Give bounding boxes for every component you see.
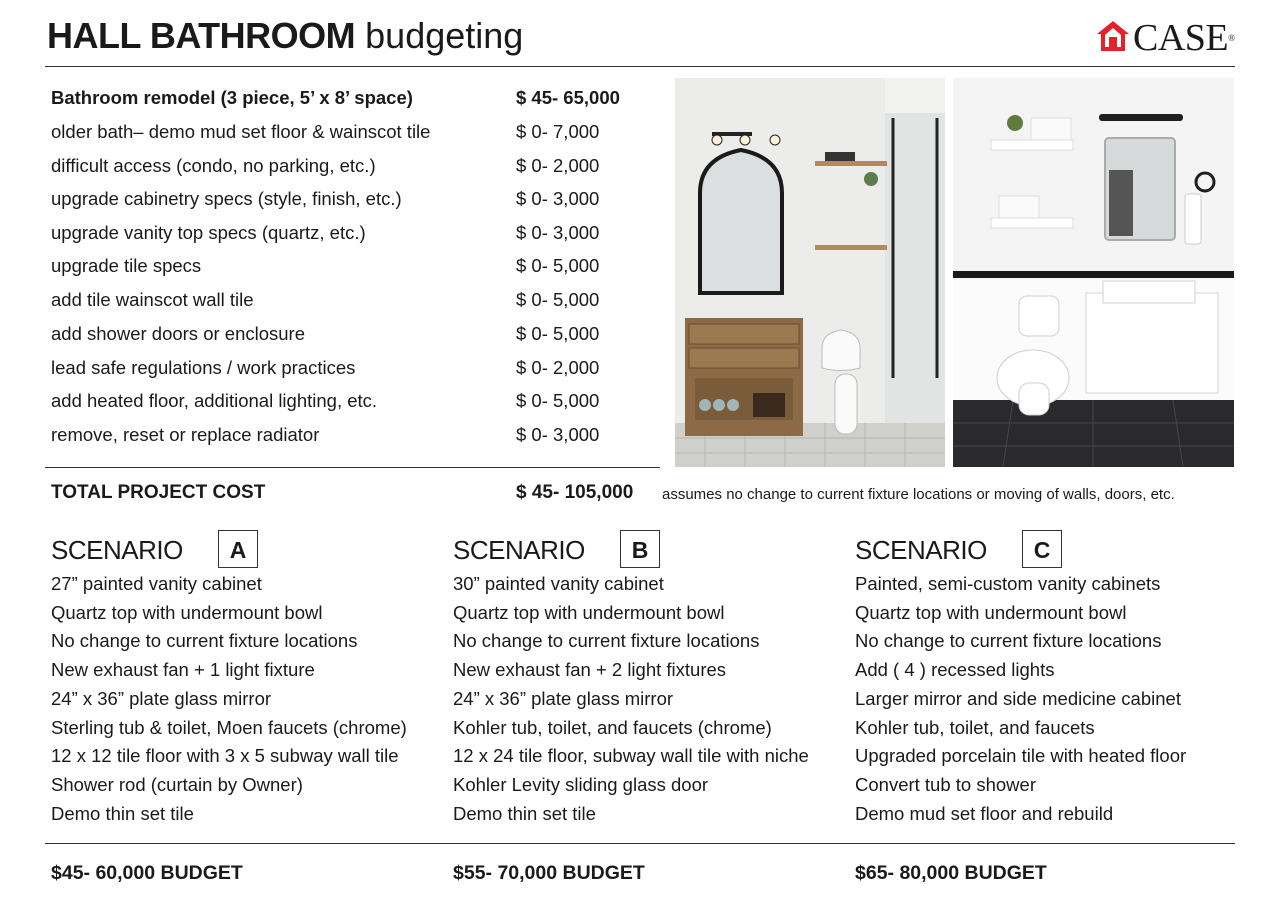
page-title — [47, 14, 523, 58]
budget-item-label: upgrade cabinetry specs (style, finish, etc.) — [51, 188, 402, 209]
scenario-a — [51, 530, 441, 828]
logo-wordmark — [1133, 18, 1234, 58]
scenario-label: SCENARIO — [453, 535, 585, 565]
list-item: 12 x 12 tile floor with 3 x 5 subway wall tile — [51, 745, 399, 767]
budget-row — [51, 283, 600, 317]
list-item: No change to current fixture locations — [453, 630, 760, 652]
budget-row — [51, 418, 600, 452]
list-item: Shower rod (curtain by Owner) — [51, 773, 303, 795]
scenario-header — [51, 530, 441, 570]
budget-item-amount: $ 0- 2,000 — [516, 155, 600, 176]
budget-row — [51, 182, 600, 216]
budget-item-amount: $ 0- 3,000 — [516, 222, 600, 243]
budget-item-amount: $ 0- 5,000 — [516, 289, 600, 310]
budget-row — [51, 384, 600, 418]
list-item: New exhaust fan + 1 light fixture — [51, 659, 315, 681]
budget-row — [51, 351, 600, 385]
list-item: Sterling tub & toilet, Moen faucets (chrome) — [51, 716, 407, 738]
scenario-label: SCENARIO — [51, 535, 183, 565]
table-divider — [45, 467, 660, 468]
total-amount: $ 45- 105,000 — [516, 482, 634, 503]
list-item: 27” painted vanity cabinet — [51, 573, 262, 594]
scenario-letter-box: A — [218, 530, 258, 568]
budget-item-label: add tile wainscot wall tile — [51, 289, 254, 310]
budget-item-amount: $ 0- 7,000 — [516, 121, 600, 142]
budget-item-amount: $ 45- 65,000 — [516, 87, 620, 108]
budget-row — [51, 249, 600, 283]
scenario-header — [855, 530, 1245, 570]
list-item: Demo mud set floor and rebuild — [855, 802, 1114, 824]
budget-row — [51, 115, 600, 149]
registered-mark: ® — [1228, 33, 1235, 43]
list-item: Demo thin set tile — [51, 802, 194, 824]
bathroom-photo-wood-vanity — [675, 78, 945, 467]
list-item: New exhaust fan + 2 light fixtures — [453, 659, 727, 681]
list-item: Larger mirror and side medicine cabinet — [855, 687, 1181, 709]
list-item: Convert tub to shower — [855, 773, 1036, 795]
budget-item-label: upgrade tile specs — [51, 255, 202, 276]
scenario-items — [453, 570, 843, 828]
scenario-b — [453, 530, 843, 828]
scenario-header — [453, 530, 843, 570]
scenario-letter-box: B — [620, 530, 660, 568]
list-item: Demo thin set tile — [453, 802, 596, 824]
budget-item-amount: $ 0- 5,000 — [516, 323, 600, 344]
scenario-letter-box: C — [1022, 530, 1062, 568]
list-item: Quartz top with undermount bowl — [855, 601, 1127, 623]
header-divider — [45, 66, 1235, 67]
total-note: assumes no change to current fixture locations or moving of walls, doors, etc. — [662, 486, 1175, 503]
list-item: 24” x 36” plate glass mirror — [453, 687, 674, 709]
red-house-icon — [1096, 19, 1130, 58]
list-item: Upgraded porcelain tile with heated floor — [855, 745, 1187, 767]
list-item: Quartz top with undermount bowl — [51, 601, 323, 623]
scenario-items — [855, 570, 1245, 828]
budget-row — [51, 317, 600, 351]
budget-row — [51, 216, 600, 250]
list-item: Quartz top with undermount bowl — [453, 601, 725, 623]
budget-item-label: upgrade vanity top specs (quartz, etc.) — [51, 222, 366, 243]
budget-item-label: remove, reset or replace radiator — [51, 424, 320, 445]
bathroom-photo-floating-vanity — [953, 78, 1234, 467]
page-title-light: budgeting — [365, 15, 524, 56]
total-label: TOTAL PROJECT COST — [51, 482, 266, 503]
budget-item-label: difficult access (condo, no parking, etc.) — [51, 155, 376, 176]
list-item: Add ( 4 ) recessed lights — [855, 659, 1055, 681]
budget-divider — [45, 843, 1235, 844]
scenario-a-budget: $45- 60,000 BUDGET — [51, 862, 243, 884]
budget-row — [51, 149, 600, 183]
budget-item-amount: $ 0- 5,000 — [516, 390, 600, 411]
list-item: 12 x 24 tile floor, subway wall tile with niche — [453, 745, 809, 767]
scenario-c-budget: $65- 80,000 BUDGET — [855, 862, 1047, 884]
scenario-b-budget: $55- 70,000 BUDGET — [453, 862, 645, 884]
list-item: 30” painted vanity cabinet — [453, 573, 664, 594]
list-item: 24” x 36” plate glass mirror — [51, 687, 272, 709]
list-item: Kohler tub, toilet, and faucets (chrome) — [453, 716, 772, 738]
scenario-items — [51, 570, 441, 828]
list-item: No change to current fixture locations — [51, 630, 358, 652]
budget-item-label: add shower doors or enclosure — [51, 323, 306, 344]
budget-item-label: Bathroom remodel (3 piece, 5’ x 8’ space) — [51, 87, 413, 108]
list-item: No change to current fixture locations — [855, 630, 1162, 652]
budget-row — [51, 81, 620, 115]
list-item: Painted, semi-custom vanity cabinets — [855, 573, 1161, 594]
budget-item-amount: $ 0- 3,000 — [516, 424, 600, 445]
logo-text: CASE — [1133, 17, 1229, 59]
budget-item-label: add heated floor, additional lighting, etc. — [51, 390, 378, 411]
budget-item-label: lead safe regulations / work practices — [51, 357, 356, 378]
budget-item-amount: $ 0- 2,000 — [516, 357, 600, 378]
scenario-label: SCENARIO — [855, 535, 987, 565]
page-title-bold: HALL BATHROOM — [47, 15, 356, 56]
list-item: Kohler Levity sliding glass door — [453, 773, 709, 795]
budget-item-label: older bath– demo mud set floor & wainscot tile — [51, 121, 431, 142]
budget-item-amount: $ 0- 3,000 — [516, 188, 600, 209]
case-logo — [1096, 18, 1234, 58]
scenario-c — [855, 530, 1245, 828]
list-item: Kohler tub, toilet, and faucets — [855, 716, 1095, 738]
budget-item-amount: $ 0- 5,000 — [516, 255, 600, 276]
